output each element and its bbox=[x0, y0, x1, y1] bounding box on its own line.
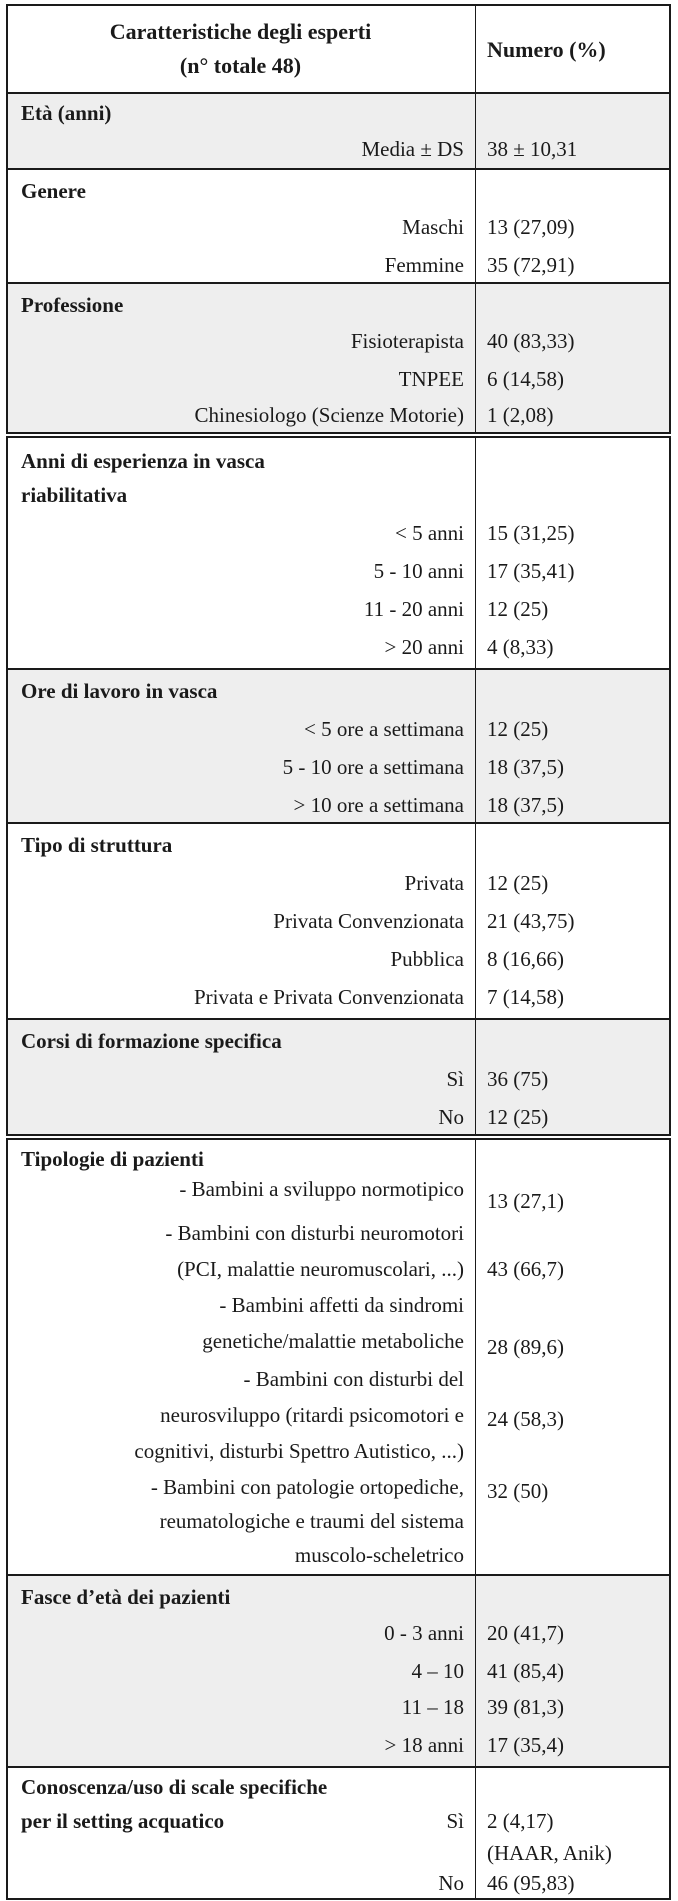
row-value: 40 (83,33) bbox=[487, 329, 575, 353]
patient-type-line: (PCI, malattie neuromuscolari, ...) bbox=[177, 1257, 464, 1281]
row-label: Pubblica bbox=[390, 947, 464, 971]
patient-type-value: 32 (50) bbox=[487, 1479, 549, 1503]
section-title-line2: per il setting acquatico bbox=[21, 1809, 225, 1833]
section-professione bbox=[6, 282, 671, 434]
row-value: 20 (41,7) bbox=[487, 1621, 564, 1645]
section-title: Fasce d’età dei pazienti bbox=[21, 1585, 231, 1609]
row-label: Privata e Privata Convenzionata bbox=[194, 985, 464, 1009]
row-value: 6 (14,58) bbox=[487, 367, 564, 391]
section-title: Età (anni) bbox=[21, 101, 112, 125]
section-fasce bbox=[6, 1574, 671, 1768]
patient-type-value: 28 (89,6) bbox=[487, 1335, 564, 1359]
row-label: Privata bbox=[404, 871, 464, 895]
row-label: Privata Convenzionata bbox=[273, 909, 464, 933]
header-title-line2: (n° totale 48) bbox=[179, 53, 302, 78]
row-label: No bbox=[438, 1105, 464, 1129]
patient-type-line: cognitivi, disturbi Spettro Autistico, ...) bbox=[134, 1439, 464, 1463]
patient-type-value: 13 (27,1) bbox=[487, 1189, 564, 1213]
column-divider bbox=[475, 824, 476, 1018]
section-title-line1: Conoscenza/uso di scale specifiche bbox=[21, 1775, 328, 1799]
row-label: > 20 anni bbox=[384, 635, 464, 659]
row-value: 46 (95,83) bbox=[487, 1871, 575, 1895]
row-value: 12 (25) bbox=[487, 871, 549, 895]
row-value: 18 (37,5) bbox=[487, 755, 564, 779]
row-value: 8 (16,66) bbox=[487, 947, 564, 971]
row-label: > 10 ore a settimana bbox=[293, 793, 464, 817]
section-esperienza bbox=[6, 436, 671, 670]
section-eta bbox=[6, 92, 671, 170]
column-divider bbox=[475, 6, 476, 92]
row-label: 0 - 3 anni bbox=[384, 1621, 464, 1645]
patient-type-line: - Bambini a sviluppo normotipico bbox=[179, 1177, 464, 1201]
column-divider bbox=[475, 1576, 476, 1766]
row-label: < 5 ore a settimana bbox=[304, 717, 464, 741]
column-divider bbox=[475, 1020, 476, 1134]
column-divider bbox=[475, 170, 476, 282]
row-value: 35 (72,91) bbox=[487, 253, 575, 277]
row-value: 13 (27,09) bbox=[487, 215, 575, 239]
row-label: Sì bbox=[446, 1809, 464, 1833]
row-label: Fisioterapista bbox=[350, 329, 464, 353]
patient-type-line: neurosviluppo (ritardi psicomotori e bbox=[160, 1403, 464, 1427]
row-label: 11 - 20 anni bbox=[363, 597, 464, 621]
row-label: Chinesiologo (Scienze Motorie) bbox=[194, 403, 464, 427]
header-title-line1: Caratteristiche degli esperti bbox=[109, 19, 372, 44]
column-divider bbox=[475, 670, 476, 822]
section-title: Ore di lavoro in vasca bbox=[21, 679, 218, 703]
row-value: 12 (25) bbox=[487, 597, 549, 621]
column-divider bbox=[475, 1768, 476, 1898]
patient-type-line: genetiche/malattie metaboliche bbox=[202, 1329, 464, 1353]
row-label: TNPEE bbox=[398, 367, 464, 391]
section-pazienti bbox=[6, 1138, 671, 1576]
section-title: Corsi di formazione specifica bbox=[21, 1029, 282, 1053]
row-label: 4 – 10 bbox=[411, 1659, 464, 1683]
section-ore bbox=[6, 668, 671, 824]
row-label: < 5 anni bbox=[395, 521, 464, 545]
patient-type-line: - Bambini con patologie ortopediche, bbox=[150, 1475, 464, 1499]
column-divider bbox=[475, 284, 476, 432]
row-value: 17 (35,41) bbox=[487, 559, 575, 583]
row-value: 21 (43,75) bbox=[487, 909, 575, 933]
patient-type-line: - Bambini con disturbi del bbox=[243, 1367, 464, 1391]
row-value: 1 (2,08) bbox=[487, 403, 554, 427]
row-label: No bbox=[438, 1871, 464, 1895]
section-scale bbox=[6, 1766, 671, 1900]
row-value: 15 (31,25) bbox=[487, 521, 575, 545]
row-label: 11 – 18 bbox=[401, 1695, 464, 1719]
column-divider bbox=[475, 94, 476, 168]
row-value: 18 (37,5) bbox=[487, 793, 564, 817]
patient-type-line: - Bambini con disturbi neuromotori bbox=[165, 1221, 464, 1245]
patient-type-line: reumatologiche e traumi del sistema bbox=[159, 1509, 464, 1533]
patient-type-value: 24 (58,3) bbox=[487, 1407, 564, 1431]
row-label: > 18 anni bbox=[384, 1733, 464, 1757]
row-value: 38 ± 10,31 bbox=[487, 137, 578, 161]
row-label: 5 - 10 anni bbox=[373, 559, 464, 583]
row-label: 5 - 10 ore a settimana bbox=[282, 755, 464, 779]
section-corsi bbox=[6, 1018, 671, 1136]
section-title: Professione bbox=[21, 293, 124, 317]
header-column-label: Numero (%) bbox=[487, 37, 606, 62]
row-label: Maschi bbox=[402, 215, 464, 239]
section-title-line1: Anni di esperienza in vasca bbox=[21, 449, 265, 473]
section-genere bbox=[6, 168, 671, 284]
row-label: Media ± DS bbox=[361, 137, 464, 161]
row-value: 12 (25) bbox=[487, 717, 549, 741]
row-value: 41 (85,4) bbox=[487, 1659, 564, 1683]
row-value: 17 (35,4) bbox=[487, 1733, 564, 1757]
section-title-line2: riabilitativa bbox=[21, 483, 128, 507]
section-title: Genere bbox=[21, 179, 86, 203]
row-value: 36 (75) bbox=[487, 1067, 549, 1091]
row-value: 12 (25) bbox=[487, 1105, 549, 1129]
patient-type-line: - Bambini affetti da sindromi bbox=[219, 1293, 464, 1317]
row-label: Femmine bbox=[384, 253, 464, 277]
column-divider bbox=[475, 438, 476, 668]
table-header bbox=[6, 4, 671, 94]
row-value: 4 (8,33) bbox=[487, 635, 554, 659]
section-title: Tipo di struttura bbox=[21, 833, 173, 857]
row-value: 39 (81,3) bbox=[487, 1695, 564, 1719]
row-value: 2 (4,17) bbox=[487, 1809, 554, 1833]
row-label: Sì bbox=[446, 1067, 464, 1091]
section-struttura bbox=[6, 822, 671, 1020]
section-title: Tipologie di pazienti bbox=[21, 1147, 204, 1171]
patient-type-line: muscolo-scheletrico bbox=[294, 1543, 464, 1567]
row-note: (HAAR, Anik) bbox=[487, 1841, 612, 1865]
row-value: 7 (14,58) bbox=[487, 985, 564, 1009]
column-divider bbox=[475, 1140, 476, 1574]
patient-type-value: 43 (66,7) bbox=[487, 1257, 564, 1281]
